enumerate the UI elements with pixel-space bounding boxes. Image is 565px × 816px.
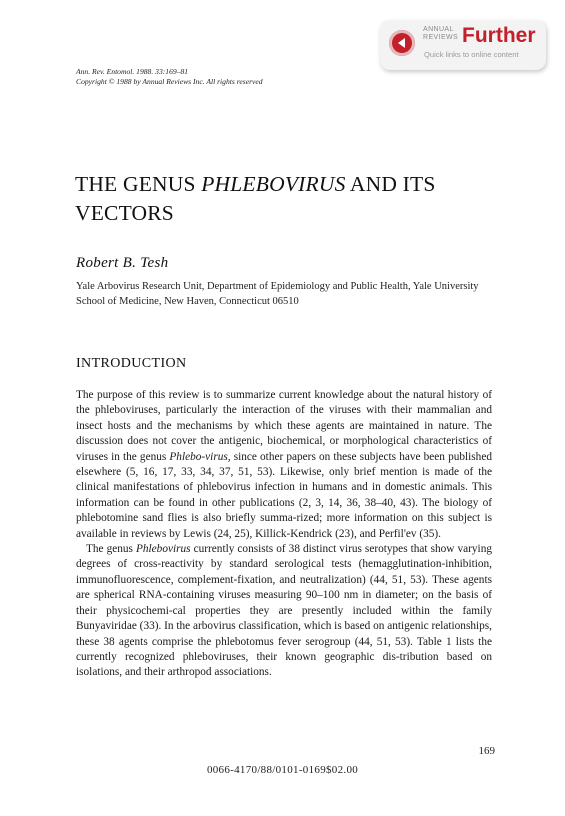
paragraph-2	[76, 542, 492, 681]
paragraph-2-italic: Phlebovirus	[135, 543, 191, 556]
paragraph-2-text-a: The genus	[86, 543, 136, 556]
citation-line-2: Copyright © 1988 by Annual Reviews Inc. All rights reserved	[76, 77, 263, 86]
citation-line-1: Ann. Rev. Entomol. 1988. 33:169–81	[76, 67, 189, 76]
badge-reviews-text: REVIEWS	[423, 34, 459, 41]
badge-annual-text: ANNUAL	[423, 26, 454, 33]
arrow-left-icon[interactable]	[389, 30, 415, 56]
paragraph-1	[76, 388, 492, 542]
paragraph-2-text-b: currently consists of 38 distinct virus serotypes that show varying degrees of cross-reactivity by standard serological tests (hemagglutination-inhibition, immunofluorescence, complement-fixation, and neutralization) (44, 51, 53). These agents are spherical RNA-containing viruses measuring 90–100 nm in diameter; on the basis of their physicochemi-cal properties they are presently included within the family Bunyaviridae (33). In the arbovirus classification, which is based on antigenic relationships, these 38 agents comprise the phlebotomus fever serogroup (44, 51, 53). Table 1 lists the currently recognized phleboviruses, their known geographic dis-tribution based on isolations, and their arthropod associations.	[76, 543, 492, 679]
annual-reviews-further-badge[interactable]	[380, 20, 546, 70]
paragraph-1-italic: Phlebo-virus,	[169, 450, 231, 463]
title-part-2: AND ITS VECTORS	[75, 172, 436, 225]
badge-tagline: Quick links to online content	[424, 50, 519, 59]
title-genus-italic: PHLEBOVIRUS	[201, 172, 346, 196]
author-affiliation: Yale Arbovirus Research Unit, Department of Epidemiology and Public Health, Yale University School of Medicine, New Haven, Connecticut 06510	[76, 281, 479, 307]
badge-further-label: Further	[462, 24, 536, 47]
badge-annual-reviews-label	[423, 26, 458, 42]
page-number: 169	[478, 745, 495, 757]
paragraph-1-text-a: The purpose of this review is to summarize current knowledge about the natural history of the phleboviruses, particularly the interaction of the viruses with their mammalian and insect hosts and the mechanisms by which these agents are maintained in nature. The discussion does not cover the antigenic, biochemical, or morphological characteristics of viruses in the genus	[76, 389, 492, 463]
paragraph-1-text-b: since other papers on these subjects have been published elsewhere (5, 16, 17, 33, 34, 37, 51, 53). Likewise, only brief mention is made of the clinical manifestations of phlebovirus infection in humans and in domestic animals. This information can be found in other publications (2, 3, 14, 36, 38–40, 43). The biology of phlebotomine sand flies is also briefly summa-rized; more information on this subject is available in reviews by Lewis (24, 25), Killick-Kendrick (23), and Perfil'ev (35).	[76, 450, 492, 540]
title-part-1: THE GENUS	[75, 172, 202, 196]
article-title	[75, 170, 515, 228]
article-code: 0066-4170/88/0101-0169$02.00	[206, 764, 359, 776]
section-heading: INTRODUCTION	[76, 356, 187, 371]
journal-citation	[76, 67, 263, 87]
body-text	[76, 388, 492, 681]
author-name: Robert B. Tesh	[76, 255, 169, 271]
